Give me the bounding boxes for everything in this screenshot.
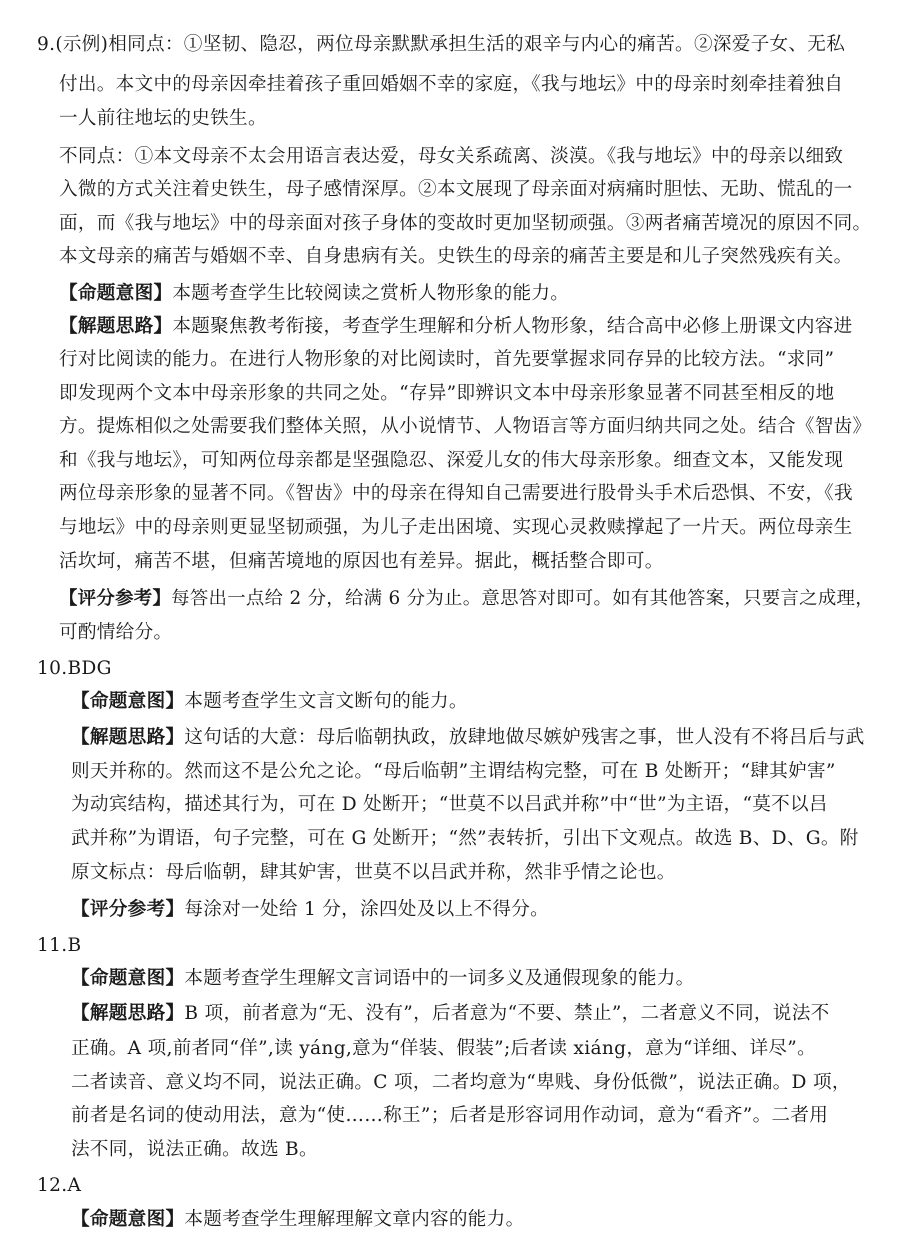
q9-idea-line: 方。提炼相似之处需要我们整体关照，从小说情节、人物语言等方面归纳共同之处。结合《智齿》 (59, 416, 872, 437)
q10-idea-line: 武并称”为谓语，句子完整，可在 G 处断开；“然”表转折，引出下文观点。故选 B、D、G。附 (71, 828, 859, 849)
q9-intent (59, 282, 569, 306)
q9-intent-text: 本题考查学生比较阅读之赏析人物形象的能力。 (172, 283, 570, 304)
q11-intent-tag: 【命题意图】 (71, 968, 185, 989)
q9-line-4: 不同点：①本文母亲不太会用语言表达爱，母女关系疏离、淡漠。《我与地坛》中的母亲以细致 (59, 146, 844, 167)
q9-score-line-2: 可酌情给分。 (59, 622, 173, 643)
q10-intent-tag: 【命题意图】 (71, 691, 185, 712)
q9-idea-tag: 【解题思路】 (59, 316, 173, 337)
q10-intent (71, 690, 468, 714)
q9-line-1: 9.(示例)相同点：①坚韧、隐忍，两位母亲默默承担生活的艰辛与内心的痛苦。②深爱子女、无私 (37, 34, 846, 55)
q10-score-tag: 【评分参考】 (71, 899, 185, 920)
q12-header: 12.A (37, 1175, 82, 1196)
q11-idea-line: 法不同，说法正确。故选 B。 (71, 1139, 318, 1160)
q10-idea-tag: 【解题思路】 (71, 727, 185, 748)
q10-header: 10.BDG (37, 658, 112, 679)
q9-line-2: 付出。本文中的母亲因牵挂着孩子重回婚姻不幸的家庭，《我与地坛》中的母亲时刻牵挂着独自 (59, 74, 844, 95)
q10-idea-first (71, 726, 865, 750)
q12-intent-text: 本题考查学生理解理解文章内容的能力。 (184, 1209, 525, 1230)
q9-line-3: 一人前往地坛的史铁生。 (59, 108, 267, 129)
q9-idea-line: 与地坛》中的母亲则更显坚韧顽强，为儿子走出困境、实现心灵救赎撑起了一片天。两位母亲生 (59, 517, 853, 538)
q9-score-text: 每答出一点给 2 分，给满 6 分为止。意思答对即可。如有其他答案，只要言之成理， (171, 588, 874, 609)
q9-score (59, 587, 874, 611)
q9-intent-tag: 【命题意图】 (59, 283, 173, 304)
q10-idea-first-text: 这句话的大意：母后临朝执政，放肆地做尽嫉妒残害之事，世人没有不将吕后与武 (184, 727, 865, 748)
q12-intent (71, 1208, 524, 1232)
q11-idea-line: 前者是名词的使动用法，意为“使……称王”；后者是形容词用作动词，意为“看齐”。二者用 (71, 1105, 829, 1126)
q10-idea-line: 原文标点：母后临朝，肆其妒害，世莫不以吕武并称，然非乎情之论也。 (71, 862, 676, 883)
q11-idea-first-text: B 项，前者意为“无、没有”，后者意为“不要、禁止”，二者意义不同，说法不 (184, 1003, 830, 1024)
q11-header: 11.B (37, 935, 82, 956)
q10-idea-line: 为动宾结构，描述其行为，可在 D 处断开；“世莫不以吕武并称”中“世”为主语，“莫不以吕 (71, 794, 828, 815)
q10-score-text: 每涂对一处给 1 分，涂四处及以上不得分。 (184, 899, 550, 920)
q9-score-tag: 【评分参考】 (59, 588, 172, 609)
q9-idea-line: 两位母亲形象的显著不同。《智齿》中的母亲在得知自己需要进行股骨头手术后恐惧、不安，《我 (59, 483, 853, 504)
q9-idea-first (59, 315, 853, 339)
q11-idea-first (71, 1002, 829, 1026)
q9-line-7: 本文母亲的痛苦与婚姻不幸、自身患病有关。史铁生的母亲的痛苦主要是和儿子突然残疾有关。 (59, 246, 853, 267)
q9-idea-line: 和《我与地坛》，可知两位母亲都是坚强隐忍、深爱儿女的伟大母亲形象。细查文本，又能发现 (59, 450, 844, 471)
q9-line-5: 入微的方式关注着史铁生，母子感情深厚。②本文展现了母亲面对病痛时胆怯、无助、慌乱的一 (59, 179, 853, 200)
q11-idea-line: 正确。A 项,前者同“佯”,读 yáng,意为“佯装、假装”;后者读 xiáng，意为“详细、详尽”。 (71, 1038, 816, 1059)
q11-idea-line: 二者读音、意义均不同，说法正确。C 项，二者均意为“卑贱、身份低微”，说法正确。D 项， (71, 1072, 851, 1093)
q9-idea-line: 行对比阅读的能力。在进行人物形象的对比阅读时，首先要掌握求同存异的比较方法。“求同” (59, 349, 835, 370)
q10-idea-line: 则天并称的。然而这不是公允之论。“母后临朝”主谓结构完整，可在 B 处断开；“肆其妒害” (71, 761, 836, 782)
q12-intent-tag: 【命题意图】 (71, 1209, 185, 1230)
q10-score (71, 898, 549, 922)
q9-idea-first-text: 本题聚焦教考衔接，考查学生理解和分析人物形象，结合高中必修上册课文内容进 (172, 316, 853, 337)
q11-idea-tag: 【解题思路】 (71, 1003, 185, 1024)
q11-intent-text: 本题考查学生理解文言词语中的一词多义及通假现象的能力。 (184, 968, 695, 989)
q10-intent-text: 本题考查学生文言文断句的能力。 (184, 691, 468, 712)
q9-idea-line: 活坎坷，痛苦不堪，但痛苦境地的原因也有差异。据此，概括整合即可。 (59, 551, 664, 572)
q11-intent (71, 967, 695, 991)
q9-line-6: 面，而《我与地坛》中的母亲面对孩子身体的变故时更加坚韧顽强。③两者痛苦境况的原因不同。 (59, 213, 872, 234)
q9-idea-line: 即发现两个文本中母亲形象的共同之处。“存异”即辨识文本中母亲形象显著不同甚至相反的地 (59, 383, 835, 404)
